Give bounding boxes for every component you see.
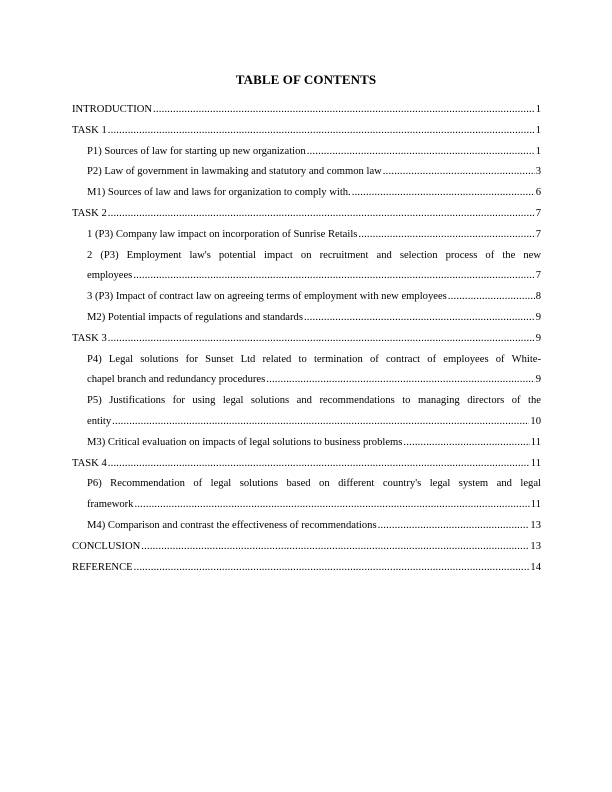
toc-title: TABLE OF CONTENTS — [235, 72, 377, 87]
toc-entry-title: M4) Comparison and contrast the effectiveness of recommendations — [87, 519, 377, 531]
toc-entry-title: framework — [87, 499, 134, 511]
dot-leader — [448, 287, 535, 308]
toc-entry[interactable] — [72, 516, 541, 537]
toc-entry[interactable] — [72, 350, 541, 392]
dot-leader — [134, 495, 529, 516]
toc-page-number: 9 — [535, 332, 541, 344]
toc-entry-text-line: P5) Justifications for using legal solutions and recommendations to managing directors of the — [87, 395, 541, 407]
dot-leader — [358, 225, 534, 246]
toc-entry[interactable] — [72, 558, 541, 579]
toc-entry[interactable] — [72, 454, 541, 475]
toc-entry-title: P2) Law of government in lawmaking and statutory and common law — [87, 166, 382, 178]
toc-entry[interactable] — [72, 391, 541, 433]
toc-entry-title: 1 (P3) Company law impact on incorporation of Sunrise Retails — [87, 228, 358, 240]
table-of-contents — [72, 100, 541, 578]
toc-entry[interactable] — [72, 162, 541, 183]
toc-page-number: 10 — [530, 415, 541, 427]
toc-page-number: 14 — [530, 561, 541, 573]
dot-leader — [108, 204, 535, 225]
toc-page-number: 6 — [535, 187, 541, 199]
toc-entry[interactable] — [72, 225, 541, 246]
toc-entry-title: CONCLUSION — [72, 540, 141, 552]
dot-leader — [108, 329, 535, 350]
toc-entry-title: TASK 4 — [72, 457, 107, 469]
dot-leader — [108, 454, 530, 475]
toc-entry-title: M1) Sources of law and laws for organization to comply with. — [87, 187, 351, 199]
toc-entry[interactable] — [72, 537, 541, 558]
toc-entry[interactable] — [72, 433, 541, 454]
toc-page-number: 9 — [535, 374, 541, 386]
dot-leader — [134, 558, 530, 579]
toc-page-number: 11 — [530, 436, 541, 448]
dot-leader — [133, 266, 534, 287]
toc-page-number: 8 — [535, 291, 541, 303]
toc-entry[interactable] — [72, 474, 541, 516]
toc-page-number: 11 — [530, 457, 541, 469]
toc-page-number: 13 — [530, 519, 541, 531]
toc-entry-title: TASK 3 — [72, 332, 107, 344]
toc-entry[interactable] — [72, 246, 541, 288]
toc-entry[interactable] — [72, 142, 541, 163]
toc-entry[interactable] — [72, 204, 541, 225]
toc-page-number: 1 — [535, 124, 541, 136]
toc-entry-title: TASK 1 — [72, 124, 107, 136]
dot-leader — [141, 537, 529, 558]
toc-entry-text-line: P6) Recommendation of legal solutions based on different country's legal system and legal — [87, 478, 541, 490]
toc-entry-title: M2) Potential impacts of regulations and standards — [87, 311, 303, 323]
toc-entry-title: REFERENCE — [72, 561, 133, 573]
dot-leader — [108, 121, 535, 142]
toc-entry[interactable] — [72, 183, 541, 204]
dot-leader — [383, 162, 535, 183]
toc-page-number: 9 — [535, 311, 541, 323]
toc-entry[interactable] — [72, 329, 541, 350]
toc-entry-text-line: P4) Legal solutions for Sunset Ltd related to termination of contract of employees of White- — [87, 353, 541, 365]
toc-entry-title: INTRODUCTION — [72, 104, 153, 115]
dot-leader — [304, 308, 535, 329]
toc-page-number: 11 — [530, 499, 541, 511]
toc-page-number: 1 — [535, 145, 541, 157]
dot-leader — [403, 433, 529, 454]
toc-entry-title: chapel branch and redundancy procedures — [87, 374, 266, 386]
dot-leader — [307, 142, 535, 163]
toc-entry[interactable] — [72, 121, 541, 142]
toc-page-number: 7 — [535, 228, 541, 240]
toc-entry[interactable] — [72, 287, 541, 308]
toc-entry-title: 3 (P3) Impact of contract law on agreeing terms of employment with new employees — [87, 291, 447, 303]
dot-leader — [153, 100, 535, 121]
toc-entry[interactable] — [72, 100, 541, 121]
toc-page-number: 3 — [535, 166, 541, 178]
toc-page-number: 1 — [535, 104, 541, 115]
dot-leader — [112, 412, 529, 433]
toc-entry-title: employees — [87, 270, 133, 282]
toc-page-number: 7 — [535, 270, 541, 282]
dot-leader — [378, 516, 530, 537]
dot-leader — [352, 183, 535, 204]
toc-entry-title: P1) Sources of law for starting up new organization — [87, 145, 306, 157]
toc-entry-title: M3) Critical evaluation on impacts of legal solutions to business problems — [87, 436, 403, 448]
toc-page-number: 7 — [535, 207, 541, 219]
toc-entry-title: entity — [87, 415, 112, 427]
toc-entry-text-line: 2 (P3) Employment law's potential impact on recruitment and selection process of the new — [87, 249, 541, 261]
toc-entry-title: TASK 2 — [72, 207, 107, 219]
dot-leader — [266, 370, 534, 391]
toc-page-number: 13 — [530, 540, 541, 552]
toc-entry[interactable] — [72, 308, 541, 329]
